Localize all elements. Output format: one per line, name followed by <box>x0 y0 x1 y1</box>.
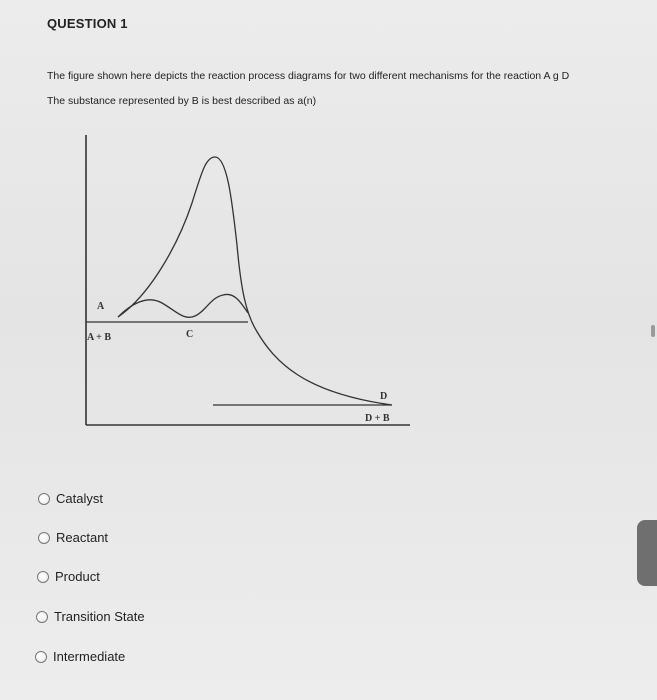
uncatalyzed-curve <box>118 157 392 405</box>
option-label: Transition State <box>54 609 145 624</box>
label-d: D <box>380 391 388 402</box>
question-title: QUESTION 1 <box>47 16 128 31</box>
option-label: Catalyst <box>56 491 103 506</box>
label-d-plus-b: D + B <box>365 413 390 424</box>
radio-button[interactable] <box>38 493 50 505</box>
reaction-diagram <box>70 125 430 440</box>
question-prompt: The substance represented by B is best described as a(n) <box>47 95 317 107</box>
option-label: Reactant <box>56 530 109 545</box>
option-transition-state[interactable] <box>36 609 145 624</box>
page-edge-marker <box>651 325 655 337</box>
radio-button[interactable] <box>38 532 50 544</box>
radio-button[interactable] <box>36 611 48 623</box>
option-product[interactable] <box>37 569 100 584</box>
label-a: A <box>97 301 105 312</box>
side-scroll-tab[interactable] <box>637 520 657 586</box>
radio-button[interactable] <box>37 571 49 583</box>
option-catalyst[interactable] <box>38 491 103 506</box>
option-label: Intermediate <box>53 649 126 664</box>
option-intermediate[interactable] <box>35 649 125 664</box>
option-label: Product <box>55 569 100 584</box>
option-reactant[interactable] <box>38 530 108 545</box>
label-a-plus-b: A + B <box>87 332 112 343</box>
radio-button[interactable] <box>35 651 47 663</box>
catalyzed-curve <box>118 294 248 317</box>
label-c: C <box>186 329 194 340</box>
question-text: The figure shown here depicts the reaction process diagrams for two different mechanisms for the reaction A g D <box>47 70 570 82</box>
